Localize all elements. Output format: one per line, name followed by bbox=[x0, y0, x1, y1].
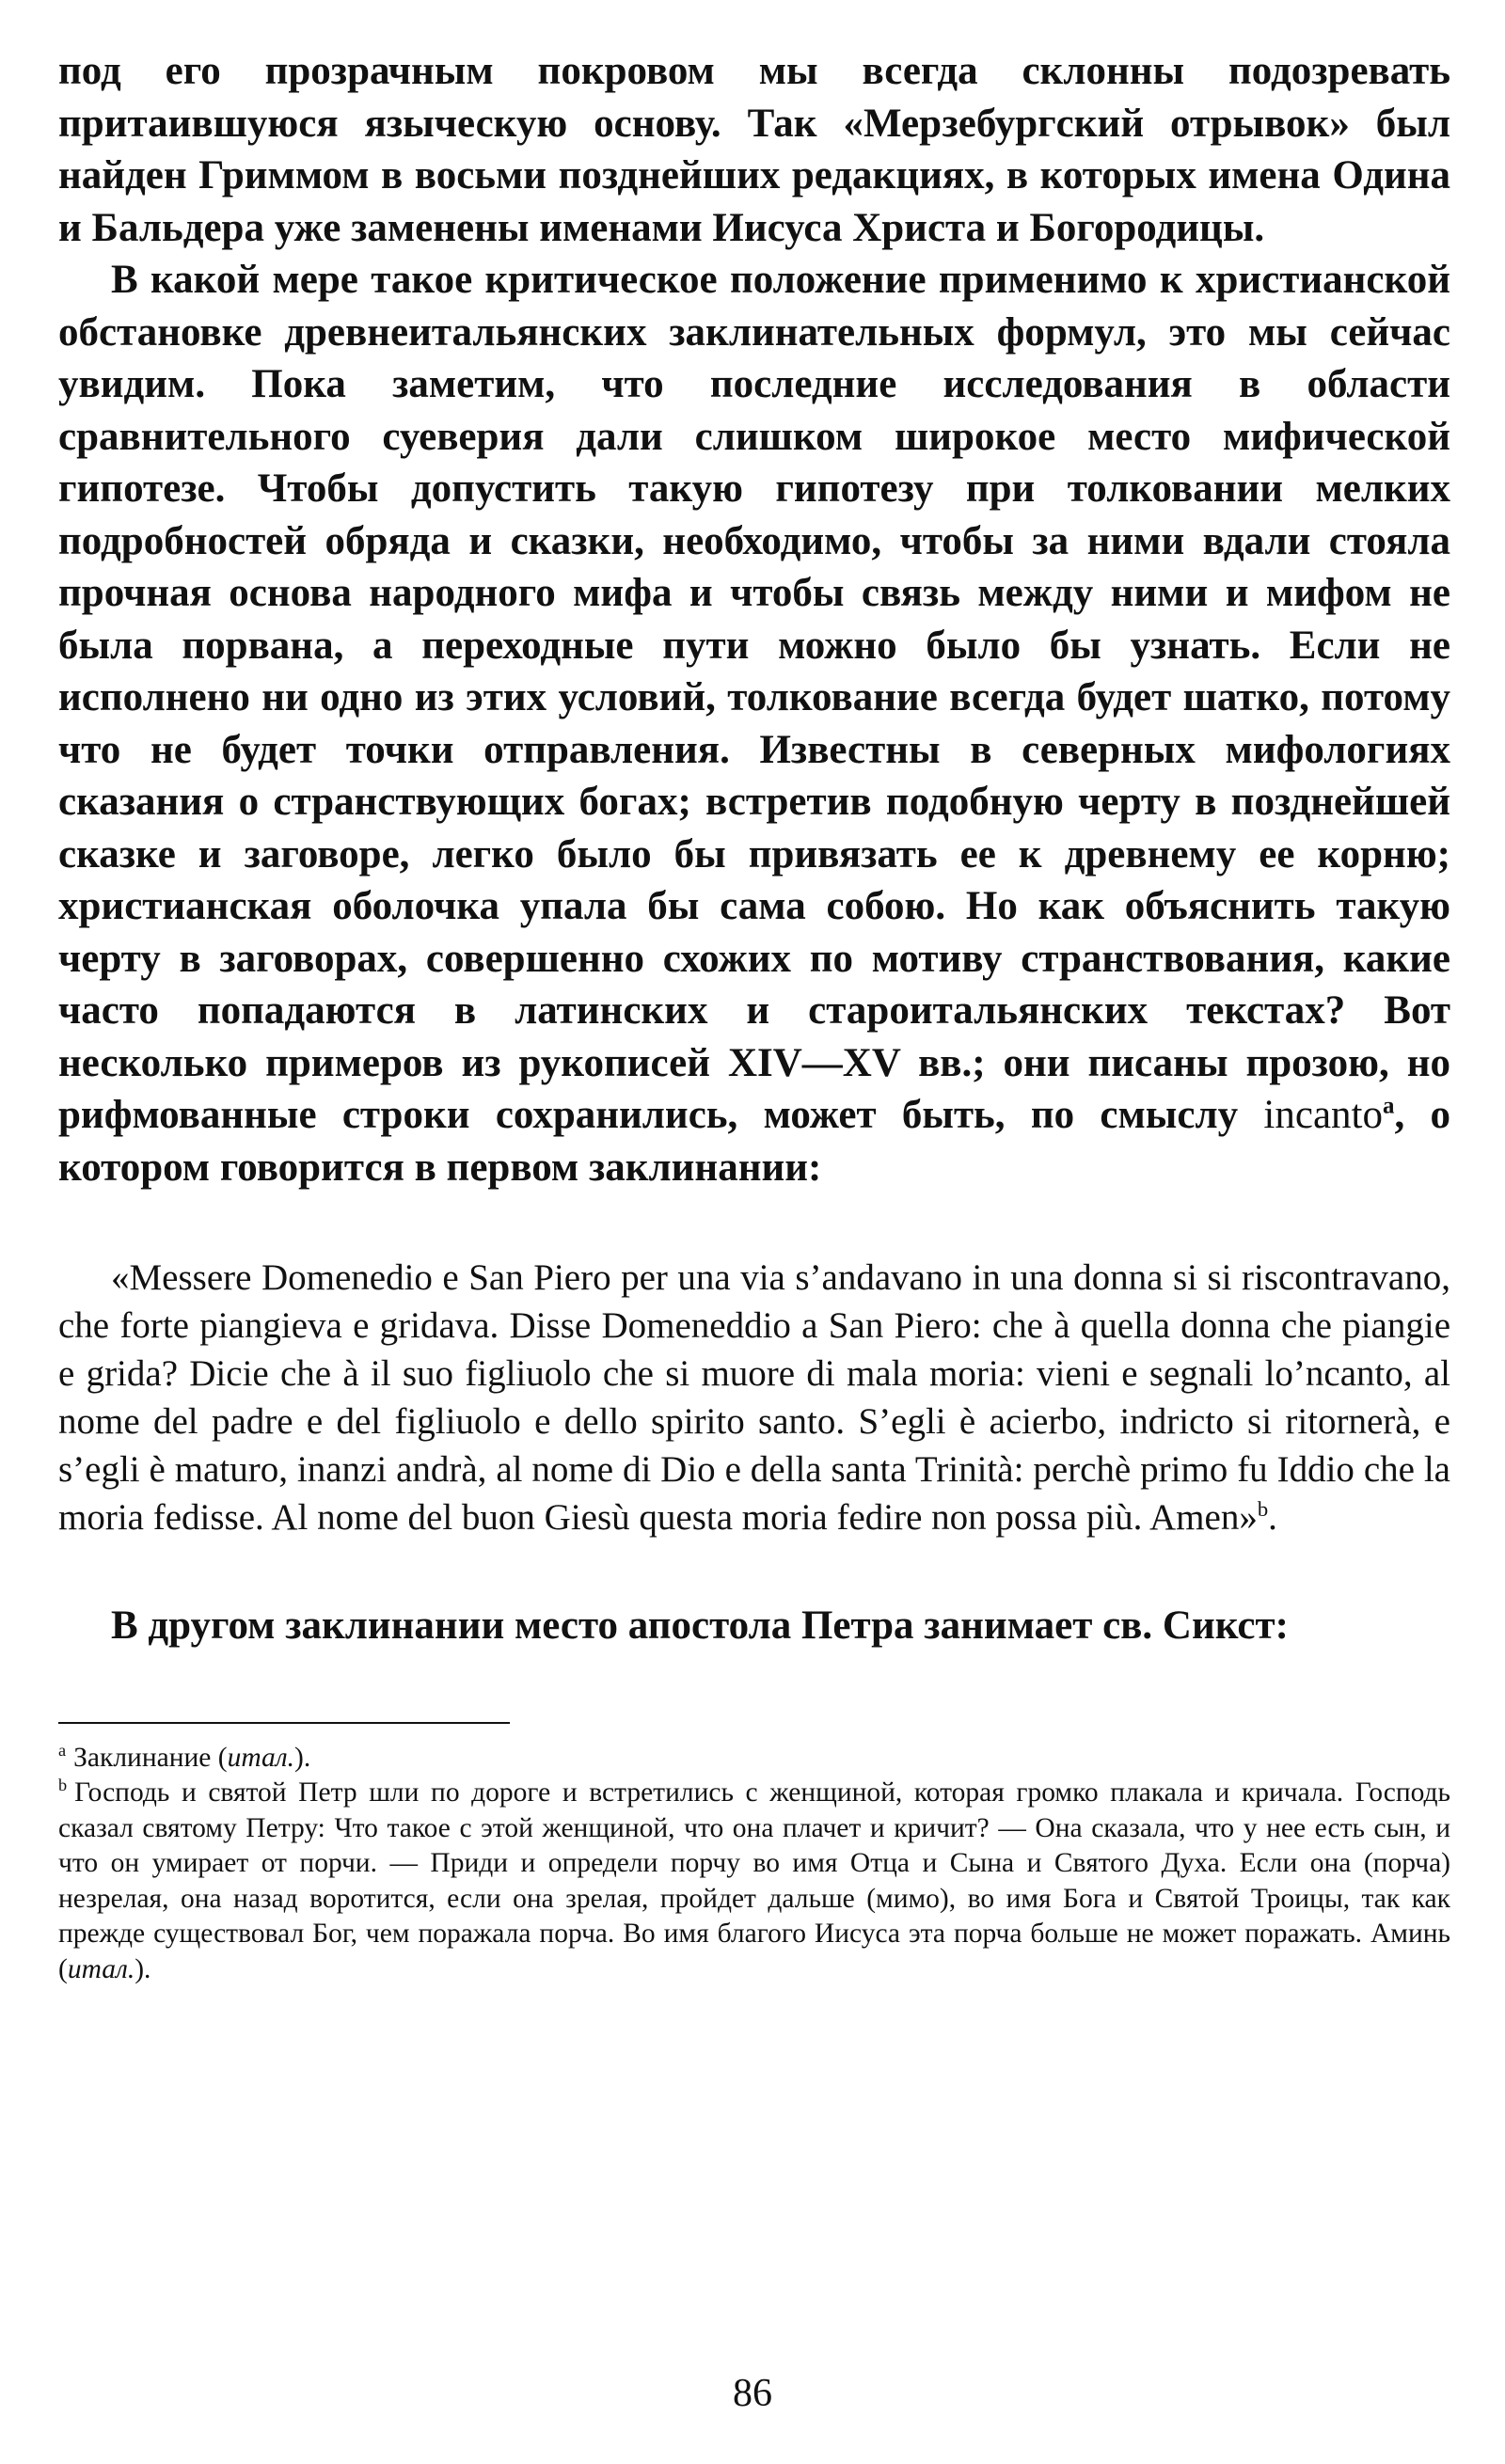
paragraph-text: , о котором говорится в первом заклинании: bbox=[58, 1093, 1451, 1190]
footnote-text: Заклинание ( bbox=[73, 1742, 228, 1773]
footnote-divider bbox=[58, 1722, 510, 1724]
footnote-italic: итал. bbox=[227, 1742, 294, 1773]
footnote-ref-a: a bbox=[1382, 1093, 1395, 1119]
latin-term: incanto bbox=[1263, 1093, 1383, 1137]
footnote-b bbox=[58, 1776, 1450, 1988]
footnote-text-end: ). bbox=[135, 1954, 151, 1985]
quotation-text: «Messere Domenedio e San Piero per una via s’andavano in una donna si si riscontravano, che forte piangieva e gridava. Disse Domeneddio a San Piero: che à quella donna che piangie e grida? Dicie che à il suo figliuolo che si muore di mala moria: vieni e segnali lo’ncanto, al nome del padre e del figliuolo e dello spirito santo. S’egli è acierbo, indricto si ritornerà, e s’egli è maturo, inanzi andrà, al nome di Dio e della santa Trinità: perchè primo fu Iddio che la moria fedisse. Al nome del buon Giesù questa moria fedire non possa più. Amen» bbox=[58, 1257, 1450, 1538]
footnote-text: Господь и святой Петр шли по дороге и встретились с женщиной, которая громко плакала и кричала. Господь сказал святому Петру: Что такое с этой женщиной, что она плачет и кричит? — Она сказала, что у нее есть сын, и что он умирает от порчи. — Приди и определи порчу во имя Отца и Сына и Святого Духа. Если она (порча) незрелая, она назад воротится, если она зрелая, пройдет дальше (мимо), во имя Бога и Святой Троицы, так как прежде существовал Бог, чем поражала порча. Во имя благого Иисуса эта порча больше не может поражать. Аминь ( bbox=[58, 1777, 1450, 1985]
paragraph-text: В другом заклинании место апостола Петра занимает св. Сикст: bbox=[111, 1603, 1289, 1648]
body-paragraph bbox=[58, 254, 1450, 1193]
paragraph-text: под его прозрачным покровом мы всегда склонны подозревать притаившуюся языческую основу. Так «Мерзебургский отрывок» был найден Гриммом в восьми позднейших редакциях, в которых имена Одина и Бальдера уже заменены именами Иисуса Христа и Богородицы. bbox=[58, 49, 1450, 250]
quotation-end: . bbox=[1268, 1497, 1277, 1538]
body-paragraph bbox=[58, 1600, 1450, 1652]
footnote-marker: a bbox=[58, 1740, 67, 1760]
footnote-text-end: ). bbox=[294, 1742, 311, 1773]
page-body bbox=[58, 45, 1450, 1988]
paragraph-text: В какой мере такое критическое положение применимо к христианской обстановке древнеитальянских заклинательных формул, это мы сейчас увидим. Пока заметим, что последние исследования в области сравнительного суеверия дали слишком широкое место мифической гипотезе. Чтобы допустить такую гипотезу при толковании мелких подробностей обряда и сказки, необходимо, чтобы за ними вдали стояла прочная основа народного мифа и чтобы связь между ними и мифом не была порвана, а переходные пути можно было бы узнать. Если не исполнено ни одно из этих условий, толкование всегда будет шатко, потому что не будет точки отправления. Известны в северных мифологиях сказания о странствующих богах; встретив подобную черту в позднейшей сказке и заговоре, легко было бы привязать ее к древнему ее корню; христианская оболочка упала бы сама собою. Но как объяснить такую черту в заговорах, совершенно схожих по мотиву странствования, какие часто попадаются в латинских и староитальянских текстах? Вот несколько примеров из рукописей XIV—XV вв.; они писаны прозою, но рифмованные строки сохранились, может быть, по смыслу bbox=[58, 258, 1450, 1137]
footnote-a bbox=[58, 1741, 1450, 1777]
footnote-marker: b bbox=[58, 1776, 68, 1795]
footnote-italic: итал. bbox=[67, 1954, 135, 1985]
footnote-ref-b: b bbox=[1257, 1497, 1269, 1521]
italian-quotation bbox=[58, 1254, 1450, 1541]
body-paragraph-continued bbox=[58, 45, 1450, 254]
page-number: 86 bbox=[733, 2372, 772, 2415]
